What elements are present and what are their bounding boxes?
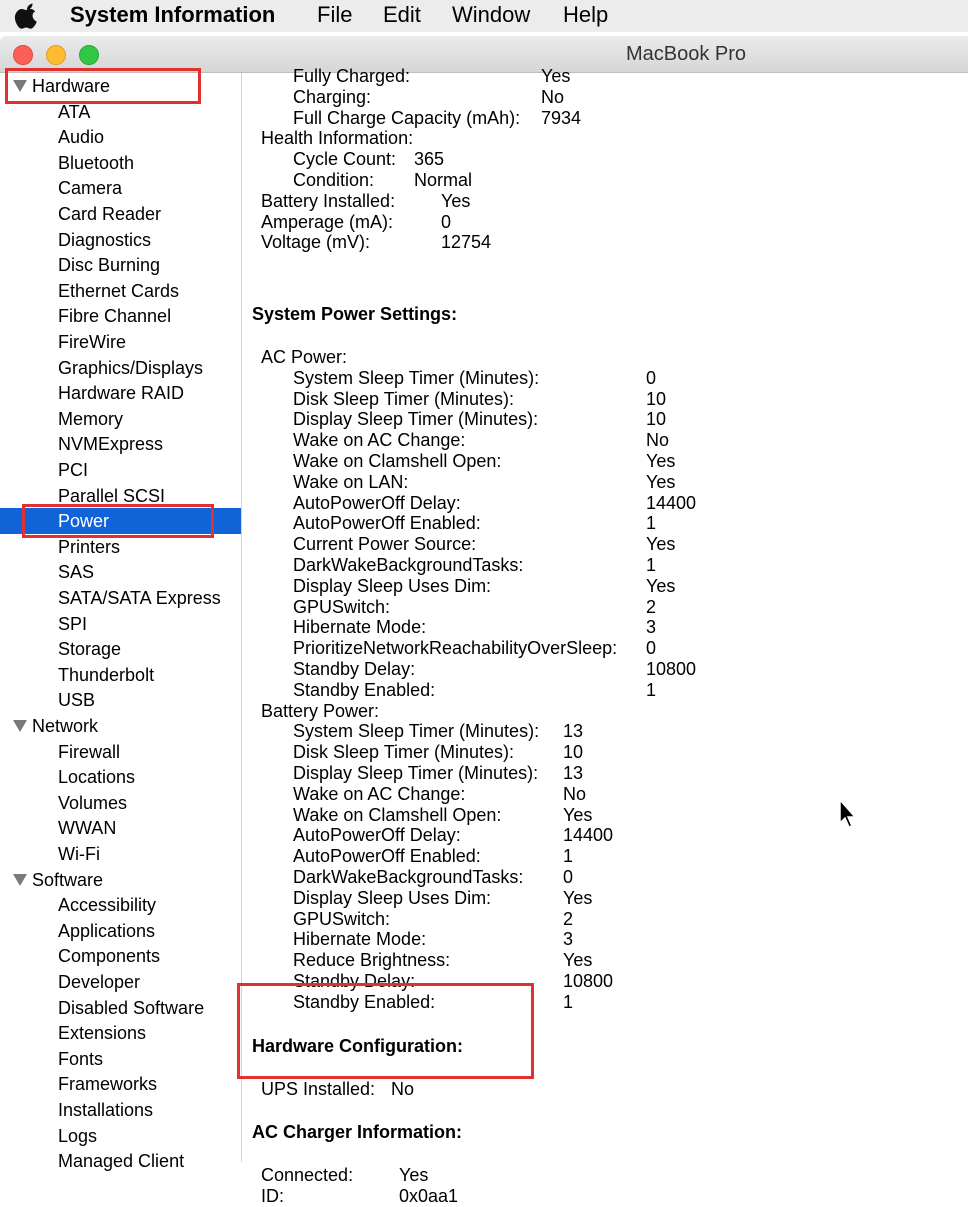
sidebar-item-label: Bluetooth [58,153,135,173]
info-label: Wake on Clamshell Open: [293,451,502,471]
sidebar-item-disabled-software[interactable] [0,995,241,1021]
info-value: Yes [563,950,593,970]
sidebar-item-label: PCI [58,460,89,480]
sidebar-item-firewire[interactable] [0,329,241,355]
window-title: MacBook Pro [626,43,747,65]
sidebar-item-ethernet-cards[interactable] [0,278,241,304]
info-label: Health Information: [261,128,414,148]
battery-power-row [242,950,968,971]
ac-power-row [242,534,968,555]
section-title-hardware-configuration: Hardware Configuration: [252,1036,464,1056]
info-value: 13 [563,721,584,741]
sidebar-item-label: Disc Burning [58,255,161,275]
apple-logo-icon[interactable] [16,3,40,29]
sidebar-item-label: Camera [58,178,123,198]
ac-power-label [242,347,968,368]
system-information-window [0,36,968,1206]
info-label: AutoPowerOff Enabled: [293,846,481,866]
ac-power-row [242,389,968,410]
sidebar-item-label: Developer [58,972,141,992]
sidebar-item-label: Installations [58,1100,154,1120]
info-row [242,149,968,170]
sidebar-item-label: Hardware RAID [58,383,185,403]
battery-power-row [242,909,968,930]
info-label: DarkWakeBackgroundTasks: [293,867,524,887]
sidebar-group-label: Software [32,870,104,890]
info-value: 10 [646,389,667,409]
disclosure-triangle-icon[interactable] [13,720,27,732]
info-value: 1 [563,992,574,1012]
ac-power-row [242,368,968,389]
info-value: 14400 [646,493,697,513]
battery-power-row [242,867,968,888]
sidebar-item-label: Parallel SCSI [58,486,166,506]
sidebar-item-thunderbolt[interactable] [0,662,241,688]
ac-power-row [242,555,968,576]
sidebar-item-label: Extensions [58,1023,147,1043]
battery-power-label [242,701,968,722]
info-label: Hibernate Mode: [293,929,427,949]
info-value: 1 [646,680,657,700]
ac-power-row [242,659,968,680]
info-label: Cycle Count: [293,149,397,169]
sidebar-item-label: Locations [58,767,136,787]
info-label: GPUSwitch: [293,909,391,929]
menu-edit[interactable]: Edit [383,2,421,27]
sidebar-item-label: Thunderbolt [58,665,155,685]
info-label: AutoPowerOff Delay: [293,825,461,845]
info-value: 1 [563,846,574,866]
info-label: ID: [261,1186,285,1206]
sidebar-item-disc-burning[interactable] [0,252,241,278]
sidebar[interactable] [0,73,242,1171]
battery-power-row [242,763,968,784]
info-label: UPS Installed: [261,1079,376,1099]
sidebar-item-sata-sata-express[interactable] [0,585,241,611]
sidebar-item-usb[interactable] [0,687,241,713]
info-row [242,108,968,129]
battery-power-row [242,846,968,867]
sidebar-item-label: FireWire [58,332,126,352]
battery-power-row [242,784,968,805]
info-row [242,191,968,212]
sidebar-item-hardware-raid[interactable] [0,380,241,406]
sidebar-item-storage[interactable] [0,636,241,662]
info-value: Yes [399,1165,429,1185]
sidebar-item-label: Fonts [58,1049,104,1069]
sidebar-item-label: Firewall [58,742,121,762]
sidebar-item-label: Graphics/Displays [58,358,204,378]
sidebar-item-label: Accessibility [58,895,157,915]
sidebar-item-label: SATA/SATA Express [58,588,221,608]
battery-power-row [242,805,968,826]
info-label: Fully Charged: [293,66,411,86]
info-label: Battery Power: [261,701,380,721]
info-value: 365 [414,149,445,169]
info-value: 7934 [541,108,582,128]
sidebar-group-label: Hardware [32,76,111,96]
ac-power-row [242,430,968,451]
info-value: 2 [646,597,657,617]
ac-power-row [242,617,968,638]
ac-power-row [242,409,968,430]
info-label: DarkWakeBackgroundTasks: [293,555,524,575]
sidebar-item-spi[interactable] [0,611,241,637]
info-label: Standby Enabled: [293,680,436,700]
info-label: Wake on AC Change: [293,430,466,450]
info-label: PrioritizeNetworkReachabilityOverSleep: [293,638,618,658]
info-label: Hibernate Mode: [293,617,427,637]
sidebar-item-label: SPI [58,614,88,634]
info-row [242,87,968,108]
info-value: Yes [563,805,593,825]
info-label: Condition: [293,170,375,190]
sidebar-group-label: Network [32,716,99,736]
sidebar-item-label: Volumes [58,793,128,813]
sidebar-item-label: NVMExpress [58,434,164,454]
info-label: Standby Delay: [293,971,416,991]
info-value: 13 [563,763,584,783]
sidebar-item-label: Audio [58,127,105,147]
info-value: 10 [563,742,584,762]
sidebar-item-fonts[interactable] [0,1046,241,1072]
sidebar-item-label: Fibre Channel [58,306,172,326]
sidebar-item-label: Applications [58,921,156,941]
info-value: 10 [646,409,667,429]
info-label: Display Sleep Uses Dim: [293,888,492,908]
highlight-box-hardware-configuration [237,983,534,1079]
sidebar-item-label: Diagnostics [58,230,152,250]
info-label: Display Sleep Uses Dim: [293,576,492,596]
disclosure-triangle-icon[interactable] [13,874,27,886]
info-value: 2 [563,909,574,929]
info-label: AutoPowerOff Delay: [293,493,461,513]
info-value: No [391,1079,415,1099]
info-value: 12754 [441,232,492,252]
sidebar-item-managed-client[interactable] [0,1148,241,1174]
sidebar-item-installations[interactable] [0,1097,241,1123]
info-value: Normal [414,170,473,190]
sidebar-item-label: Managed Client [58,1151,185,1171]
menu-window[interactable]: Window [452,2,531,27]
ac-charger-row [242,1165,968,1186]
info-value: 0 [646,368,657,388]
info-row [242,66,968,87]
info-label: Display Sleep Timer (Minutes): [293,409,539,429]
ups-installed-row [242,1079,968,1100]
info-value: 10800 [646,659,697,679]
sidebar-item-label: ATA [58,102,91,122]
sidebar-item-graphics-displays[interactable] [0,355,241,381]
ac-power-row [242,513,968,534]
ac-power-row [242,597,968,618]
sidebar-item-frameworks[interactable] [0,1071,241,1097]
sidebar-item-label: Storage [58,639,122,659]
menu-file[interactable]: File [317,2,353,27]
info-value: Yes [646,451,676,471]
info-label: Wake on AC Change: [293,784,466,804]
sidebar-item-label: Components [58,946,161,966]
sidebar-group-software[interactable] [0,867,241,893]
sidebar-item-label: Power [58,511,110,531]
info-label: Disk Sleep Timer (Minutes): [293,389,515,409]
info-label: Amperage (mA): [261,212,394,232]
info-value: Yes [646,534,676,554]
battery-power-row [242,742,968,763]
sidebar-item-locations[interactable] [0,764,241,790]
info-value: 14400 [563,825,614,845]
info-value: 3 [646,617,657,637]
info-value: 0 [563,867,574,887]
battery-power-row [242,721,968,742]
sidebar-group-network[interactable] [0,713,241,739]
ac-power-row [242,493,968,514]
sidebar-item-label: WWAN [58,818,117,838]
sidebar-item-label: Memory [58,409,124,429]
info-value: Yes [646,576,676,596]
info-label: AC Power: [261,347,348,367]
info-label: Wake on LAN: [293,472,409,492]
sidebar-item-logs[interactable] [0,1123,241,1149]
ac-power-row [242,451,968,472]
info-row [242,212,968,233]
ac-power-row [242,472,968,493]
info-label: Standby Delay: [293,659,416,679]
info-label: System Sleep Timer (Minutes): [293,368,540,388]
info-value: 0 [646,638,657,658]
sidebar-item-nvmexpress[interactable] [0,431,241,457]
info-label: Connected: [261,1165,354,1185]
info-label: Charging: [293,87,372,107]
sidebar-item-applications[interactable] [0,918,241,944]
info-label: Disk Sleep Timer (Minutes): [293,742,515,762]
info-label: Display Sleep Timer (Minutes): [293,763,539,783]
sidebar-item-accessibility[interactable] [0,892,241,918]
battery-power-row [242,825,968,846]
section-title-system-power-settings: System Power Settings: [252,304,458,324]
info-value: Yes [563,888,593,908]
sidebar-item-label: Disabled Software [58,998,205,1018]
sidebar-item-components[interactable] [0,943,241,969]
highlight-box-power [22,504,214,538]
sidebar-item-label: Printers [58,537,121,557]
info-label: Full Charge Capacity (mAh): [293,108,521,128]
info-value: 0 [441,212,452,232]
ac-power-row [242,638,968,659]
info-value: 10800 [563,971,614,991]
info-label: Voltage (mV): [261,232,371,252]
info-label: Battery Installed: [261,191,396,211]
sidebar-item-volumes[interactable] [0,790,241,816]
sidebar-item-diagnostics[interactable] [0,227,241,253]
section-title-ac-charger-information: AC Charger Information: [252,1122,463,1142]
info-value: 0x0aa1 [399,1186,459,1206]
sidebar-item-developer[interactable] [0,969,241,995]
zoom-button[interactable] [79,45,99,65]
info-value: Yes [441,191,471,211]
sidebar-item-label: Frameworks [58,1074,158,1094]
info-label: Current Power Source: [293,534,477,554]
info-label: GPUSwitch: [293,597,391,617]
mouse-pointer-icon [838,799,858,829]
minimize-button[interactable] [46,45,66,65]
sidebar-item-label: Card Reader [58,204,162,224]
sidebar-item-audio[interactable] [0,124,241,150]
ac-charger-row [242,1186,968,1207]
info-label: AutoPowerOff Enabled: [293,513,481,533]
info-value: Yes [541,66,571,86]
info-value: Yes [646,472,676,492]
menu-app-name[interactable]: System Information [70,2,276,27]
info-row [242,170,968,191]
menu-help[interactable]: Help [563,2,609,27]
info-row [242,232,968,253]
menu-bar [0,0,968,32]
ac-power-row [242,576,968,597]
health-information-label [242,128,968,149]
info-label: System Sleep Timer (Minutes): [293,721,540,741]
sidebar-item-firewall[interactable] [0,739,241,765]
info-value: 1 [646,555,657,575]
sidebar-item-label: Wi-Fi [58,844,100,864]
sidebar-item-sas[interactable] [0,559,241,585]
close-button[interactable] [13,45,33,65]
ac-power-row [242,680,968,701]
sidebar-item-memory[interactable] [0,406,241,432]
battery-power-row [242,888,968,909]
sidebar-item-label: Ethernet Cards [58,281,180,301]
info-label: Wake on Clamshell Open: [293,805,502,825]
info-value: 1 [646,513,657,533]
info-value: No [646,430,670,450]
sidebar-item-card-reader[interactable] [0,201,241,227]
battery-power-row [242,929,968,950]
info-value: 3 [563,929,574,949]
sidebar-item-label: USB [58,690,96,710]
sidebar-item-wi-fi[interactable] [0,841,241,867]
sidebar-item-label: Logs [58,1126,98,1146]
info-value: No [541,87,565,107]
sidebar-item-extensions[interactable] [0,1020,241,1046]
sidebar-item-fibre-channel[interactable] [0,303,241,329]
info-label: Reduce Brightness: [293,950,451,970]
sidebar-item-wwan[interactable] [0,815,241,841]
sidebar-item-camera[interactable] [0,175,241,201]
info-label: Standby Enabled: [293,992,436,1012]
sidebar-item-label: SAS [58,562,95,582]
sidebar-item-pci[interactable] [0,457,241,483]
sidebar-item-bluetooth[interactable] [0,150,241,176]
highlight-box-hardware [5,68,201,104]
info-value: No [563,784,587,804]
